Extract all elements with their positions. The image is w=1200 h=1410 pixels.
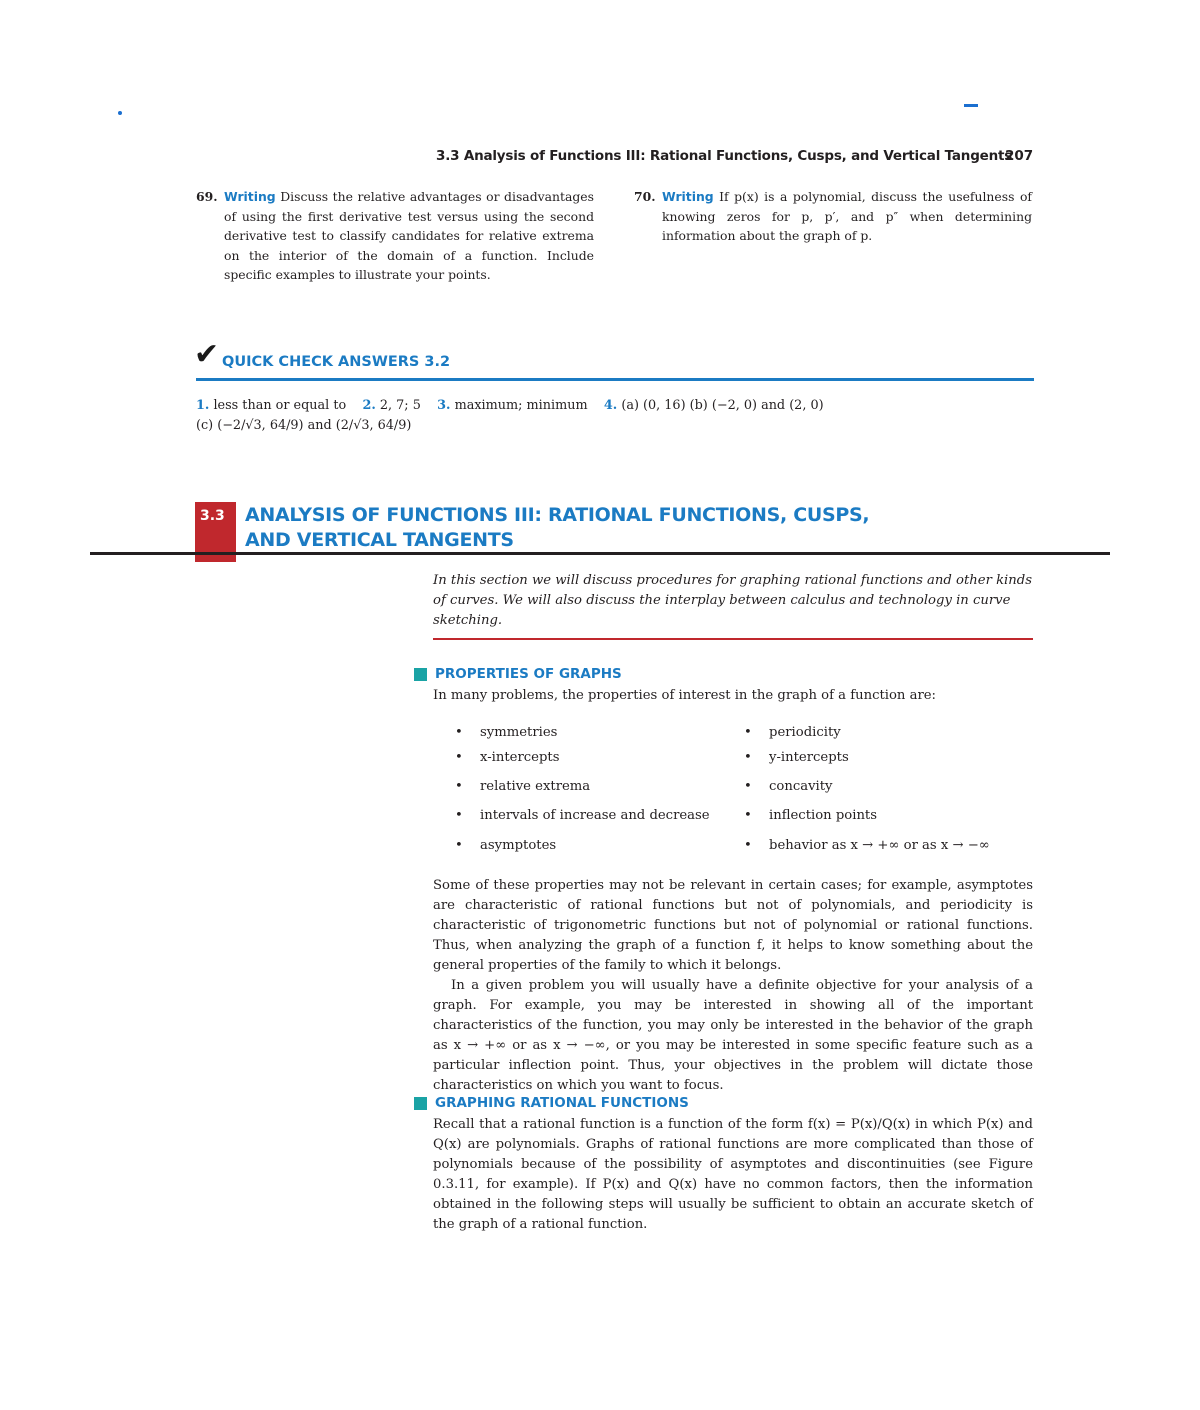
section-number: 3.3 [200, 508, 225, 524]
properties-lead: In many problems, the properties of interest in the graph of a function are: [433, 688, 937, 703]
subsection-square-icon [414, 1097, 427, 1110]
bullet-icon: • [744, 808, 752, 823]
subsection-heading-rational: GRAPHING RATIONAL FUNCTIONS [435, 1095, 689, 1111]
registration-dash [964, 104, 978, 107]
answer-number: 2. [362, 398, 376, 413]
intro-rule [433, 638, 1033, 640]
properties-paragraph-2: In a given problem you will usually have a definite objective for your analysis of a graph. For example, you may be interested in showing all of the important characteristics of the function, you may only be interested in the behavior of the graph as x → +∞ or as x → −∞, or you may be interested in some specific feature such as a particular inflection point. Thus, your objectives in the problem will dictate those characteristics on which you want to focus. [433, 978, 1033, 1093]
exercise-tag: Writing [224, 189, 276, 204]
answer-text: less than or equal to [213, 398, 347, 413]
exercise-number: 70. [634, 189, 656, 204]
bullet-icon: • [455, 750, 463, 765]
rational-paragraph: Recall that a rational function is a function of the form f(x) = P(x)/Q(x) in which P(x) and Q(x) are polynomials. Graphs of rational functions are more complicated than those of polynomials because of the possibility of asymptotes and discontinuities (see Figure 0.3.11, for example). If P(x) and Q(x) have no common factors, then the information obtained in the following steps will usually be sufficient to obtain an accurate sketch of the graph of a rational function. [433, 1117, 1033, 1232]
subsection-square-icon [414, 668, 427, 681]
bullet-icon: • [744, 725, 752, 740]
answer-number: 4. [603, 398, 618, 413]
answer-number: 1. [196, 398, 210, 413]
page-number: 207 [1005, 148, 1034, 164]
section-rule [90, 552, 1110, 555]
answer-text: maximum; minimum [454, 398, 588, 413]
bullet-icon: • [744, 838, 752, 853]
exercise-70 [634, 187, 1032, 246]
subsection-heading-properties: PROPERTIES OF GRAPHS [435, 666, 622, 682]
bullet-icon: • [455, 838, 463, 853]
section-intro: In this section we will discuss procedures for graphing rational functions and other kinds of curves. We will also discuss the interplay between calculus and technology in curve sketching. [433, 573, 1032, 628]
section-title-line2: AND VERTICAL TANGENTS [245, 529, 514, 551]
section-title [245, 503, 1005, 553]
quick-check-rule [196, 378, 1034, 381]
bullet-icon: • [744, 750, 752, 765]
exercise-text: Discuss the relative advantages or disadvantages of using the first derivative test versus using the second derivative test to classify candidates for relative extrema on the interior of the domain of a function. Include specific examples to illustrate your points. [224, 189, 594, 282]
bullet-icon: • [744, 779, 752, 794]
registration-dot [118, 111, 122, 115]
check-mark-icon: ✔ [194, 337, 220, 372]
exercise-number: 69. [196, 189, 218, 204]
answer-text: (a) (0, 16) (b) (−2, 0) and (2, 0) [621, 398, 824, 413]
quick-check-continuation: (c) (−2/√3, 64/9) and (2/√3, 64/9) [196, 418, 412, 433]
bullet-icon: • [455, 779, 463, 794]
bullet-icon: • [455, 725, 463, 740]
quick-check-answers [196, 398, 824, 413]
section-title-line1: ANALYSIS OF FUNCTIONS III: RATIONAL FUNCTIONS, CUSPS, [245, 504, 870, 526]
exercise-tag: Writing [662, 189, 714, 204]
exercise-69 [196, 187, 594, 285]
running-head: 3.3 Analysis of Functions III: Rational Functions, Cusps, and Vertical Tangents [436, 148, 1013, 164]
answer-text: 2, 7; 5 [379, 398, 421, 413]
quick-check-title: QUICK CHECK ANSWERS 3.2 [222, 354, 451, 370]
bullet-icon: • [455, 808, 463, 823]
exercise-text: If p(x) is a polynomial, discuss the usefulness of knowing zeros for p, p′, and p″ when determining information about the graph of p. [662, 189, 1032, 243]
answer-number: 3. [437, 398, 451, 413]
properties-paragraph-1: Some of these properties may not be relevant in certain cases; for example, asymptotes are characteristic of rational functions but not of polynomials, and periodicity is characteristic of trigonometric functions but not of polynomial or rational functions. Thus, when analyzing the graph of a function f, it helps to know something about the general properties of the family to which it belongs. [433, 878, 1033, 973]
